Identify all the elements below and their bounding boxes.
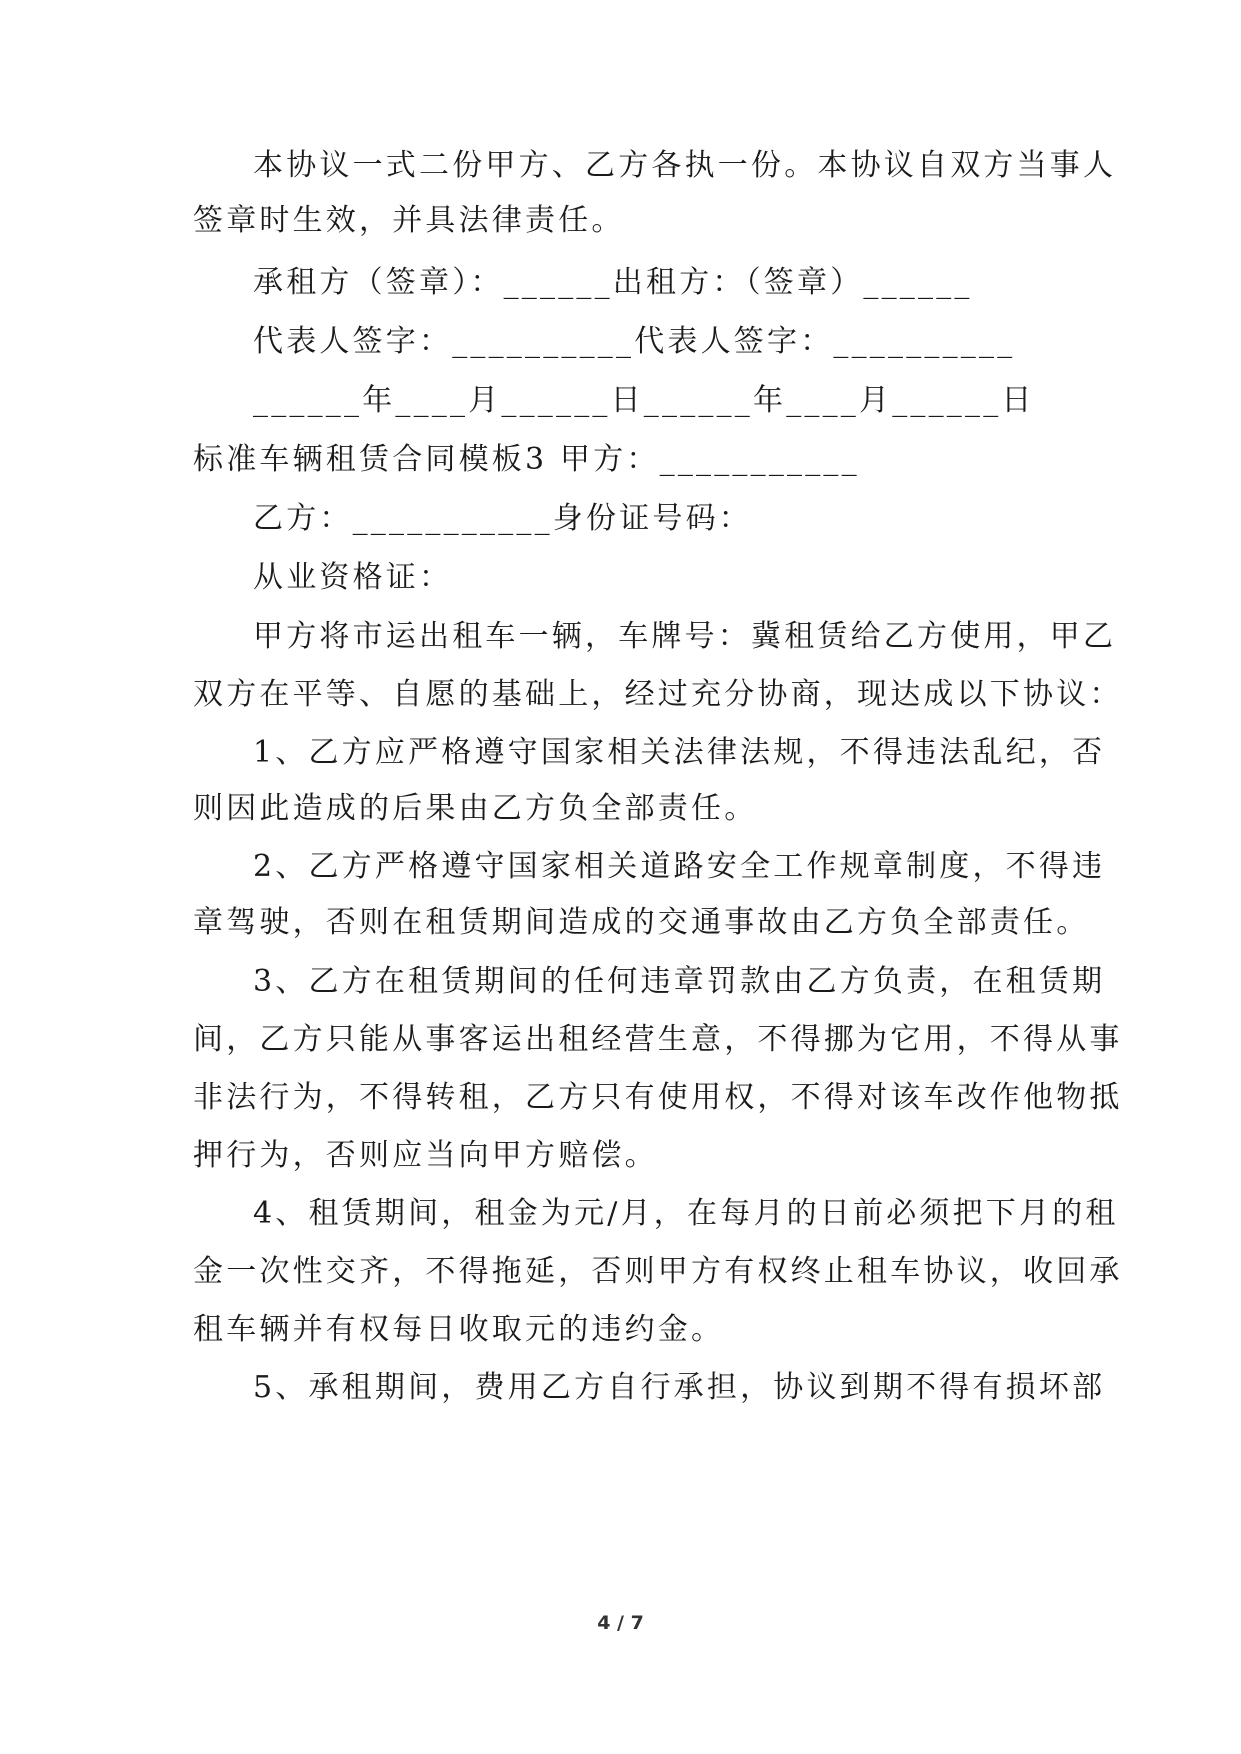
clause-4-line-2: 金一次性交齐，不得拖延，否则甲方有权终止租车协议，收回承 bbox=[193, 1254, 1123, 1289]
signature-line-dates: ______年____月______日______年____月______日 bbox=[253, 383, 1035, 418]
party-b-line: 乙方：___________身份证号码： bbox=[253, 501, 752, 536]
qualification-line: 从业资格证： bbox=[253, 560, 453, 595]
signature-line-representatives: 代表人签字：__________代表人签字：__________ bbox=[253, 324, 1016, 359]
clause-3-line-1: 3、乙方在租赁期间的任何违章罚款由乙方负责，在租赁期 bbox=[253, 964, 1106, 999]
paragraph-line-1: 本协议一式二份甲方、乙方各执一份。本协议自双方当事人 bbox=[253, 148, 1117, 183]
paragraph-line-2: 签章时生效，并具法律责任。 bbox=[193, 203, 625, 238]
clause-3-line-4: 押行为，否则应当向甲方赔偿。 bbox=[193, 1138, 658, 1173]
clause-2-line-1: 2、乙方严格遵守国家相关道路安全工作规章制度，不得违 bbox=[253, 849, 1106, 884]
signature-line-parties: 承租方（签章）：______出租方：（签章）______ bbox=[253, 265, 973, 300]
paragraph-line-10: 双方在平等、自愿的基础上，经过充分协商，现达成以下协议： bbox=[193, 677, 1123, 712]
contract-title-line: 标准车辆租赁合同模板3 甲方：___________ bbox=[193, 442, 860, 477]
clause-1-line-1: 1、乙方应严格遵守国家相关法律法规，不得违法乱纪，否 bbox=[253, 735, 1106, 770]
clause-4-line-1: 4、租赁期间，租金为元/月，在每月的日前必须把下月的租 bbox=[253, 1196, 1119, 1231]
page-number: 4 / 7 bbox=[597, 1612, 644, 1634]
paragraph-line-9: 甲方将市运出租车一辆，车牌号：冀租赁给乙方使用，甲乙 bbox=[253, 619, 1117, 654]
clause-4-line-3: 租车辆并有权每日收取元的违约金。 bbox=[193, 1312, 725, 1347]
clause-1-line-2: 则因此造成的后果由乙方负全部责任。 bbox=[193, 791, 758, 826]
clause-3-line-3: 非法行为，不得转租，乙方只有使用权，不得对该车改作他物抵 bbox=[193, 1080, 1123, 1115]
clause-5-line-1: 5、承租期间，费用乙方自行承担，协议到期不得有损坏部 bbox=[253, 1370, 1106, 1405]
clause-3-line-2: 间，乙方只能从事客运出租经营生意，不得挪为它用，不得从事 bbox=[193, 1022, 1123, 1057]
clause-2-line-2: 章驾驶，否则在租赁期间造成的交通事故由乙方负全部责任。 bbox=[193, 905, 1090, 940]
